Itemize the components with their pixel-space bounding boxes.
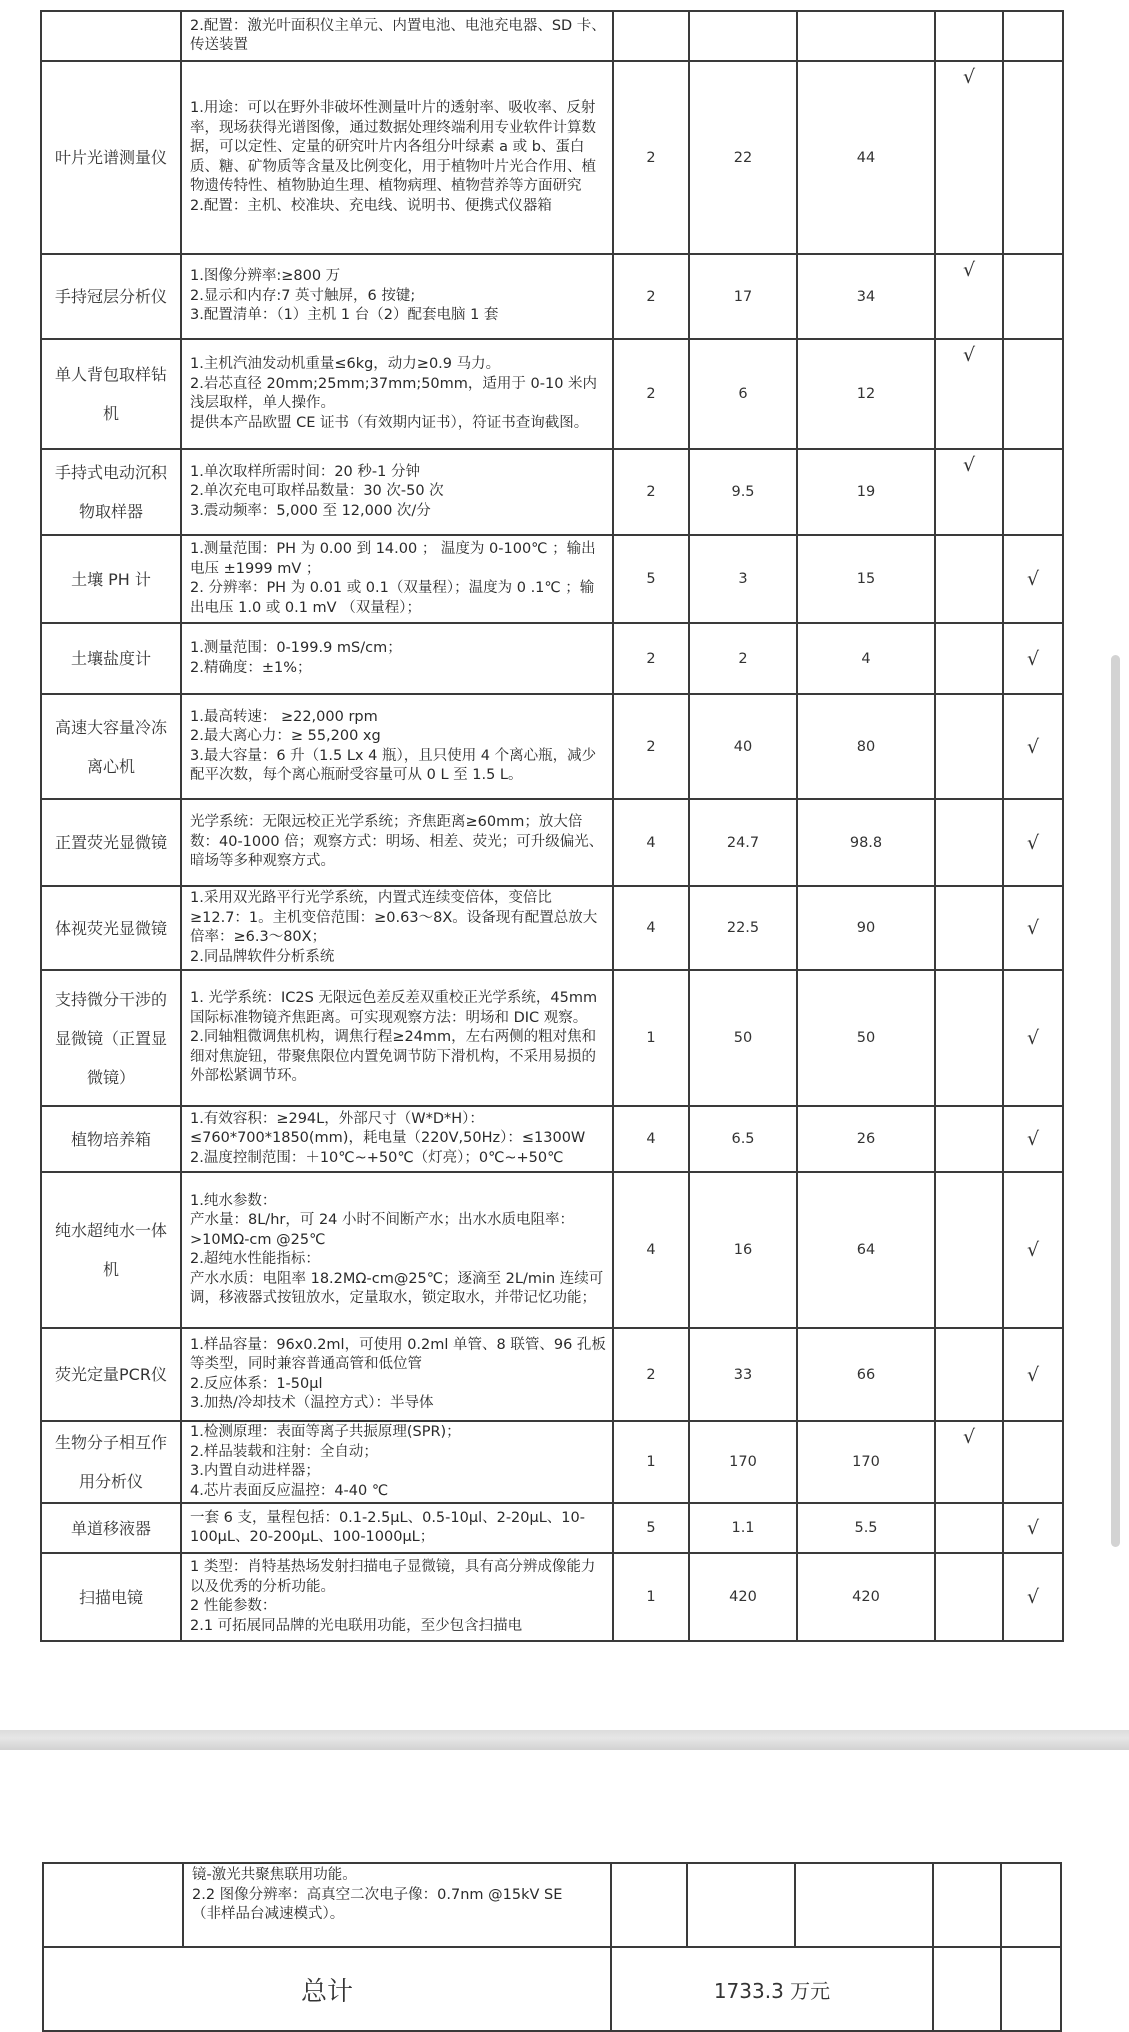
check-a-cell <box>933 1947 1001 2031</box>
item-spec-text: 1.纯水参数： 产水量：8L/hr，可 24 小时不间断产水；出水水质电阻率：>10MΩ-cm @25℃ 2.超纯水性能指标： 产水水质：电阻率 18.2MΩ-cm@25℃；逐滴至 2L/min 连续可调，移液器式按钮放水，定量取水，锁定取水，并带记忆功能； <box>190 1192 604 1306</box>
total-text: 64 <box>856 1242 876 1258</box>
page-separator <box>0 1730 1129 1750</box>
unit-price-cell <box>689 694 797 799</box>
item-spec-cell <box>181 254 613 339</box>
item-name-text: 手持冠层分析仪 <box>54 287 167 306</box>
check-b-cell <box>1001 1863 1061 1947</box>
checkmark-icon: √ <box>962 66 976 88</box>
table-row <box>43 1863 1061 1947</box>
total-cell <box>797 886 935 970</box>
qty-cell <box>613 1106 689 1172</box>
qty-cell <box>613 1553 689 1641</box>
item-name-text: 支持微分干涉的显微镜（正置显微镜） <box>54 989 167 1087</box>
qty-cell <box>613 694 689 799</box>
check-a-cell <box>935 1172 1003 1328</box>
qty-text: 5 <box>646 1520 656 1536</box>
table-row <box>41 1553 1063 1641</box>
checkmark-icon: √ <box>1026 1586 1040 1608</box>
item-spec-cell <box>181 61 613 254</box>
check-a-cell <box>933 1863 1001 1947</box>
total-text: 26 <box>856 1131 876 1147</box>
total-cell <box>797 11 935 61</box>
checkmark-icon: √ <box>1026 1363 1040 1386</box>
checkmark-icon: √ <box>1026 1517 1040 1539</box>
check-a-cell <box>935 799 1003 886</box>
qty-text: 4 <box>646 920 656 936</box>
unit-price-cell <box>689 1328 797 1421</box>
check-a-cell <box>935 1106 1003 1172</box>
qty-cell <box>613 970 689 1106</box>
item-spec-text: 1.主机汽油发动机重量≤6kg，动力≥0.9 马力。 2.岩芯直径 20mm;25mm;37mm;50mm，适用于 0-10 米内浅层取样，单人操作。 提供本产品欧盟 CE 证书（有效期内证书），符证书查询截图。 <box>190 356 598 431</box>
item-spec-cell <box>181 886 613 970</box>
qty-text: 1 <box>646 1454 656 1470</box>
table-row <box>41 799 1063 886</box>
item-spec-cell <box>181 1328 613 1421</box>
item-name-cell <box>41 799 181 886</box>
unit-price-cell <box>689 61 797 254</box>
total-row <box>43 1947 1061 2031</box>
check-a-cell <box>935 339 1003 449</box>
table-row <box>41 886 1063 970</box>
qty-text: 1 <box>646 1030 656 1046</box>
total-cell <box>797 694 935 799</box>
check-b-cell <box>1003 623 1063 694</box>
total-text: 98.8 <box>849 834 883 851</box>
item-name-text: 叶片光谱测量仪 <box>54 148 167 167</box>
grand-total-label: 总计 <box>43 1947 611 2031</box>
total-text: 19 <box>856 484 876 500</box>
item-spec-text: 1.有效容积：≥294L，外部尺寸（W*D*H）：≤760*700*1850(mm)，耗电量（220V,50Hz）：≤1300W 2.温度控制范围：＋10℃~+50℃（灯亮）；0℃~+50℃ <box>190 1110 586 1166</box>
item-spec-text: 1.测量范围：PH 为 0.00 到 14.00 ； 温度为 0-100℃ ；输出电压 ±1999 mV ； 2. 分辨率：PH 为 0.01 或 0.1（双量程）；温度为 0 .1℃ ；输出电压 1.0 或 0.1 mV （双量程）； <box>190 541 596 616</box>
qty-cell <box>613 535 689 623</box>
qty-text: 2 <box>646 484 656 500</box>
item-spec-text: 光学系统：无限远校正光学系统；齐焦距离≥60mm；放大倍数：40-1000 倍；观察方式：明场、相差、荧光；可升级偏光、暗场等多种观察方式。 <box>190 814 604 870</box>
total-cell <box>797 535 935 623</box>
item-spec-cell: 镜-激光共聚焦联用功能。 2.2 图像分辨率：高真空二次电子像：0.7nm @15kV SE （非样品台减速模式）。 <box>183 1863 611 1947</box>
qty-cell <box>613 449 689 535</box>
unit-price-cell <box>689 535 797 623</box>
item-spec-cell <box>181 11 613 61</box>
qty-cell <box>613 1421 689 1503</box>
item-name-cell <box>41 254 181 339</box>
unit-price-text: 6.5 <box>731 1131 755 1147</box>
qty-text: 2 <box>646 738 656 755</box>
checkmark-icon: √ <box>1026 1239 1040 1261</box>
item-spec-text: 1.采用双光路平行光学系统，内置式连续变倍体，变倍比≥12.7：1。主机变倍范围：≥0.63～8X。设备现有配置总放大倍率：≥6.3～80X； 2.同品牌软件分析系统 <box>190 890 598 965</box>
unit-price-text: 420 <box>729 1589 757 1605</box>
check-a-cell <box>935 694 1003 799</box>
item-name-cell <box>41 886 181 970</box>
vertical-scrollbar[interactable] <box>1111 655 1120 1547</box>
item-name-text: 生物分子相互作用分析仪 <box>54 1433 167 1491</box>
checkmark-icon: √ <box>962 454 976 476</box>
qty-text: 4 <box>646 1131 656 1147</box>
qty-text: 2 <box>646 650 656 667</box>
unit-price-cell <box>689 1172 797 1328</box>
check-b-cell <box>1003 1553 1063 1641</box>
item-name-cell <box>41 1503 181 1553</box>
check-b-cell <box>1003 970 1063 1106</box>
unit-price-text: 50 <box>733 1030 753 1046</box>
check-b-cell <box>1003 339 1063 449</box>
unit-price-cell <box>689 254 797 339</box>
item-name-text: 正置荧光显微镜 <box>54 833 167 852</box>
item-name-cell <box>41 1328 181 1421</box>
check-b-cell <box>1003 61 1063 254</box>
unit-price-text: 9.5 <box>731 484 755 500</box>
unit-price-text: 40 <box>733 738 753 755</box>
item-spec-cell <box>181 1553 613 1641</box>
table-row <box>41 1503 1063 1553</box>
check-a-cell <box>935 254 1003 339</box>
checkmark-icon: √ <box>1026 917 1040 939</box>
equipment-table <box>40 10 1064 1642</box>
item-name-cell <box>41 339 181 449</box>
item-spec-cell <box>181 1503 613 1553</box>
item-spec-text: 2.配置：激光叶面积仪主单元、内置电池、电池充电器、SD 卡、传送装置 <box>190 17 606 53</box>
item-name-text: 单人背包取样钻机 <box>54 365 167 423</box>
unit-price-text: 33 <box>733 1366 753 1383</box>
item-name-cell <box>41 1553 181 1641</box>
unit-price-cell <box>689 623 797 694</box>
unit-price-cell <box>689 11 797 61</box>
grand-total-value: 1733.3 万元 <box>611 1947 933 2031</box>
item-name-cell <box>41 1172 181 1328</box>
item-spec-text: 1 类型：肖特基热场发射扫描电子显微镜，具有高分辨成像能力以及优秀的分析功能。 2 性能参数： 2.1 可拓展同品牌的光电联用功能，至少包含扫描电 <box>190 1559 596 1634</box>
check-a-cell <box>935 449 1003 535</box>
qty-cell <box>613 886 689 970</box>
total-text: 15 <box>856 571 876 587</box>
check-a-cell <box>935 1328 1003 1421</box>
unit-price-text: 16 <box>733 1242 753 1258</box>
check-b-cell <box>1001 1947 1061 2031</box>
unit-price-cell <box>689 1106 797 1172</box>
item-spec-text: 1.检测原理：表面等离子共振原理(SPR)； 2.样品装载和注射：全自动； 3.内置自动进样器； 4.芯片表面反应温控：4-40 ℃ <box>190 1424 461 1499</box>
check-b-cell <box>1003 535 1063 623</box>
qty-cell <box>613 1328 689 1421</box>
item-name-cell <box>41 970 181 1106</box>
check-b-cell <box>1003 694 1063 799</box>
unit-price-cell <box>689 886 797 970</box>
table-row <box>41 535 1063 623</box>
check-a-cell <box>935 1503 1003 1553</box>
table-row <box>41 339 1063 449</box>
item-spec-cell <box>181 1172 613 1328</box>
qty-text: 2 <box>646 288 656 305</box>
unit-price-text: 17 <box>733 288 753 305</box>
item-name-text: 高速大容量冷冻离心机 <box>54 717 167 776</box>
item-spec-text: 一套 6 支，量程包括：0.1-2.5μL、0.5-10μl、2-20μL、10-100μL、20-200μL、100-1000μL； <box>190 1509 585 1545</box>
item-name-cell <box>41 535 181 623</box>
check-a-cell <box>935 623 1003 694</box>
check-b-cell <box>1003 799 1063 886</box>
total-cell <box>797 1421 935 1503</box>
total-cell <box>797 1172 935 1328</box>
item-spec-cell <box>181 694 613 799</box>
table-row <box>41 1172 1063 1328</box>
item-spec-cell <box>181 623 613 694</box>
item-spec-text: 1.测量范围：0-199.9 mS/cm； 2.精确度：±1%； <box>190 640 402 676</box>
unit-price-cell <box>689 1553 797 1641</box>
total-text: 34 <box>856 288 876 305</box>
check-a-cell <box>935 11 1003 61</box>
check-a-cell <box>935 1421 1003 1503</box>
checkmark-icon: √ <box>962 259 976 281</box>
total-cell <box>797 61 935 254</box>
unit-price-cell <box>689 449 797 535</box>
check-b-cell <box>1003 1421 1063 1503</box>
checkmark-icon: √ <box>1026 1128 1040 1150</box>
check-a-cell <box>935 535 1003 623</box>
item-name-text: 单道移液器 <box>70 1518 151 1538</box>
item-name-text: 体视荧光显微镜 <box>54 918 167 938</box>
total-cell <box>797 1503 935 1553</box>
total-text: 4 <box>861 650 871 667</box>
checkmark-icon: √ <box>1026 735 1040 758</box>
item-spec-text: 1.样品容量：96x0.2ml，可使用 0.2ml 单管、8 联管、96 孔板等类型，同时兼容普通高管和低位管 2.反应体系：1-50μl 3.加热/冷却技术（温控方式）：半导体 <box>190 1336 606 1411</box>
item-spec-cell <box>181 970 613 1106</box>
table-row <box>41 61 1063 254</box>
qty-cell <box>611 1863 687 1947</box>
total-cell <box>797 1328 935 1421</box>
qty-text: 4 <box>646 1242 656 1258</box>
item-spec-cell <box>181 339 613 449</box>
item-name-cell <box>41 1106 181 1172</box>
checkmark-icon: √ <box>1026 831 1040 854</box>
unit-price-text: 24.7 <box>726 834 760 851</box>
check-a-cell <box>935 970 1003 1106</box>
unit-price-cell <box>689 1421 797 1503</box>
table-row <box>41 970 1063 1106</box>
total-cell <box>797 254 935 339</box>
qty-cell <box>613 623 689 694</box>
item-spec-text: 1.最高转速： ≥22,000 rpm 2.最大离心力：≥ 55,200 xg 3.最大容量：6 升（1.5 Lx 4 瓶），且只使用 4 个离心瓶，减少配平次数，每个离心瓶耐受容量可从 0 L 至 1.5 L。 <box>190 708 597 783</box>
qty-text: 2 <box>646 149 656 166</box>
qty-text: 2 <box>646 386 656 402</box>
checkmark-icon: √ <box>1026 1027 1040 1049</box>
total-cell <box>797 1553 935 1641</box>
table-row <box>41 694 1063 799</box>
item-name-text: 土壤 PH 计 <box>71 569 151 589</box>
unit-price-cell <box>689 1503 797 1553</box>
item-name-text: 土壤盐度计 <box>70 649 151 668</box>
unit-price-text: 170 <box>729 1454 757 1470</box>
item-name-cell <box>41 61 181 254</box>
checkmark-icon: √ <box>962 1426 976 1448</box>
unit-price-text: 3 <box>738 571 748 587</box>
table-row <box>41 11 1063 61</box>
qty-text: 5 <box>646 571 656 587</box>
total-text: 66 <box>856 1366 876 1383</box>
table-row <box>41 1106 1063 1172</box>
qty-cell <box>613 799 689 886</box>
item-spec-cell <box>181 799 613 886</box>
total-cell <box>797 799 935 886</box>
item-spec-cell <box>181 1421 613 1503</box>
item-name-cell <box>43 1863 183 1947</box>
item-name-cell <box>41 449 181 535</box>
unit-price-cell <box>689 799 797 886</box>
table-row <box>41 449 1063 535</box>
item-spec-cell <box>181 449 613 535</box>
total-cell <box>797 623 935 694</box>
unit-price-cell <box>689 339 797 449</box>
item-name-cell <box>41 623 181 694</box>
total-text: 80 <box>856 738 876 755</box>
item-name-text: 植物培养箱 <box>70 1129 151 1149</box>
item-name-text: 纯水超纯水一体机 <box>54 1221 167 1279</box>
check-b-cell <box>1003 1328 1063 1421</box>
qty-cell <box>613 11 689 61</box>
total-text: 50 <box>856 1030 876 1046</box>
total-text: 44 <box>856 149 876 166</box>
check-b-cell <box>1003 254 1063 339</box>
checkmark-icon: √ <box>962 344 976 366</box>
check-b-cell <box>1003 449 1063 535</box>
unit-price-text: 1.1 <box>731 1520 755 1536</box>
total-cell <box>795 1863 933 1947</box>
total-cell <box>797 970 935 1106</box>
item-name-cell <box>41 694 181 799</box>
check-b-cell <box>1003 1106 1063 1172</box>
item-spec-text: 1. 光学系统：IC2S 无限远色差反差双重校正光学系统，45mm 国际标准物镜齐焦距离。可实现观察方法：明场和 DIC 观察。 2.同轴粗微调焦机构，调焦行程≥24mm，左右两侧的粗对焦和细对焦旋钮，带聚焦限位内置免调节防下滑机构，不采用易损的外部松紧调节环。 <box>190 990 598 1085</box>
qty-cell <box>613 254 689 339</box>
item-name-text: 手持式电动沉积物取样器 <box>54 463 167 521</box>
total-cell <box>797 449 935 535</box>
item-name-text: 荧光定量PCR仪 <box>55 1365 167 1384</box>
unit-price-cell <box>689 970 797 1106</box>
table-row <box>41 1421 1063 1503</box>
total-text: 170 <box>852 1454 880 1470</box>
item-spec-text: 1.用途：可以在野外非破坏性测量叶片的透射率、吸收率、反射率，现场获得光谱图像，通过数据处理终端利用专业软件计算数据，可以定性、定量的研究叶片内各组分叶绿素 a 或 b、蛋白质、糖、矿物质等含量及比例变化，用于植物叶片光合作用、植物遗传特性、植物胁迫生理、植物病理、植物营养等方面研究 2.配置：主机、校准块、充电线、说明书、便携式仪器箱 <box>190 100 596 214</box>
total-text: 420 <box>852 1589 880 1605</box>
item-spec-cell <box>181 1106 613 1172</box>
unit-price-text: 22 <box>733 149 753 166</box>
qty-text: 4 <box>646 834 656 851</box>
qty-cell <box>613 1172 689 1328</box>
equipment-table-continued <box>42 1862 1062 2032</box>
table-row <box>41 254 1063 339</box>
total-cell <box>797 1106 935 1172</box>
item-name-cell <box>41 11 181 61</box>
unit-price-cell <box>687 1863 795 1947</box>
total-text: 12 <box>856 386 876 402</box>
check-b-cell <box>1003 1172 1063 1328</box>
checkmark-icon: √ <box>1026 568 1040 590</box>
check-b-cell <box>1003 886 1063 970</box>
qty-cell <box>613 61 689 254</box>
check-a-cell <box>935 1553 1003 1641</box>
item-spec-text: 1.单次取样所需时间：20 秒-1 分钟 2.单次充电可取样品数量：30 次-50 次 3.震动频率：5,000 至 12,000 次/分 <box>190 463 444 519</box>
unit-price-text: 2 <box>738 650 748 667</box>
total-text: 90 <box>856 920 876 936</box>
total-cell <box>797 339 935 449</box>
item-name-text: 扫描电镜 <box>78 1587 143 1607</box>
table-row <box>41 623 1063 694</box>
item-spec-text: 1.图像分辨率:≥800 万 2.显示和内存:7 英寸触屏，6 按键; 3.配置清单：（1）主机 1 台（2）配套电脑 1 套 <box>190 268 499 324</box>
check-a-cell <box>935 886 1003 970</box>
check-a-cell <box>935 61 1003 254</box>
qty-text: 1 <box>646 1589 656 1605</box>
check-b-cell <box>1003 11 1063 61</box>
check-b-cell <box>1003 1503 1063 1553</box>
qty-cell <box>613 339 689 449</box>
total-text: 5.5 <box>854 1520 878 1536</box>
checkmark-icon: √ <box>1026 647 1040 670</box>
qty-text: 2 <box>646 1366 656 1383</box>
document-page-2 <box>0 1750 1129 2030</box>
table-row <box>41 1328 1063 1421</box>
qty-cell <box>613 1503 689 1553</box>
unit-price-text: 6 <box>738 386 748 402</box>
item-name-cell <box>41 1421 181 1503</box>
item-spec-cell <box>181 535 613 623</box>
unit-price-text: 22.5 <box>726 920 760 936</box>
